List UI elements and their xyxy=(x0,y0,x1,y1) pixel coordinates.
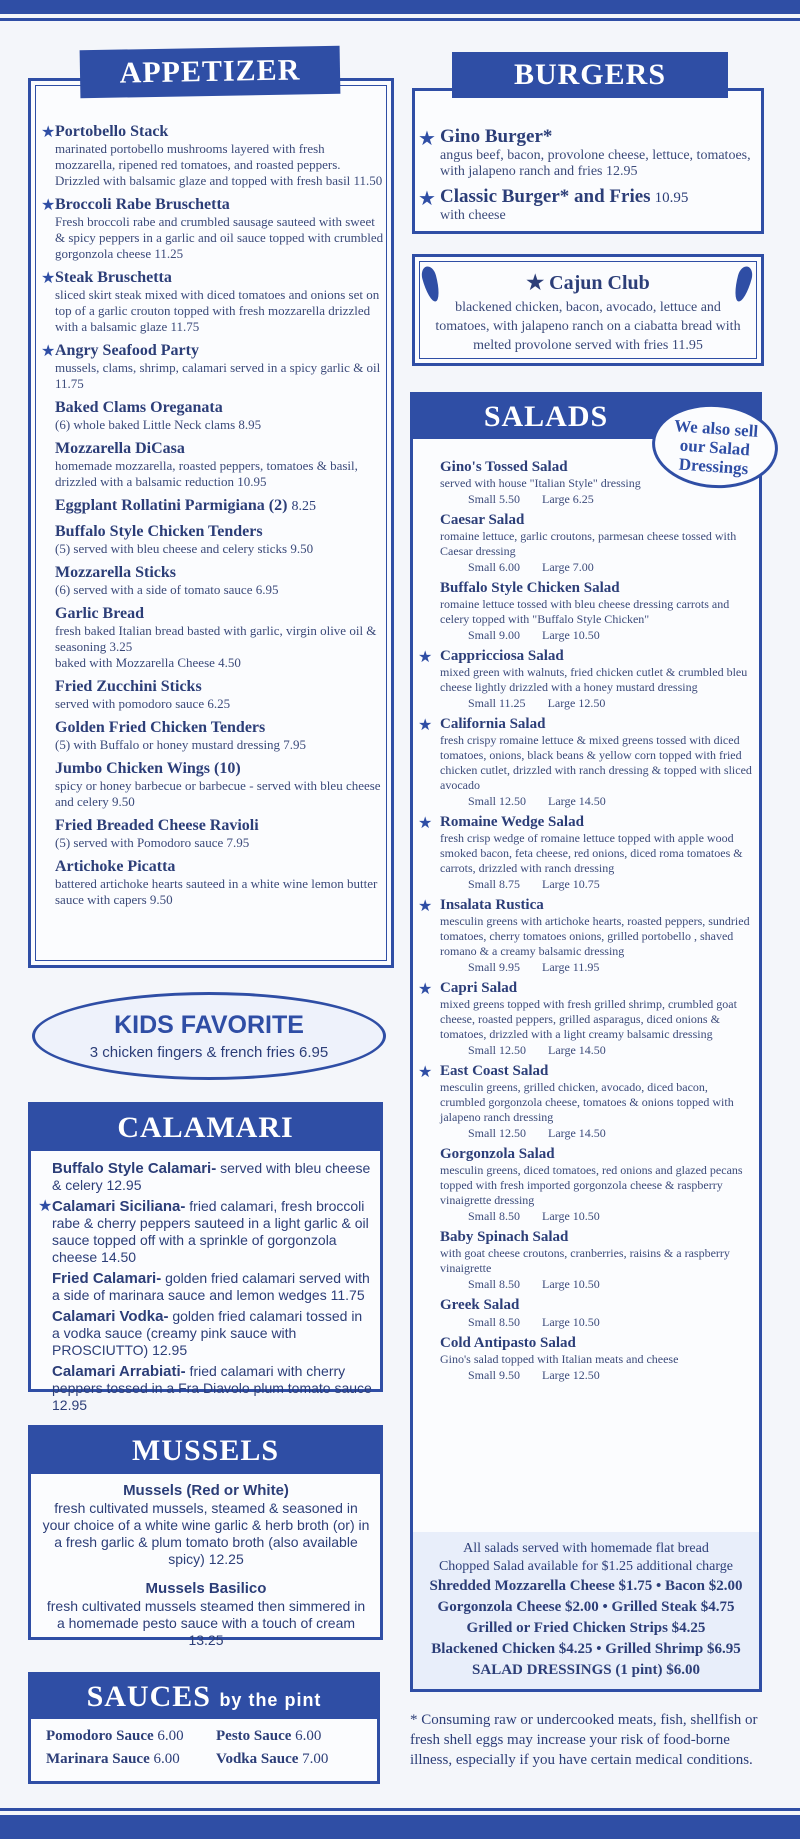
appetizer-item-name: Golden Fried Chicken Tenders xyxy=(55,719,266,736)
cajun-club-desc: blackened chicken, bacon, avocado, lettuce and tomatoes, with jalapeno ranch on a ciabatta bread with melted provolone served with fries 11.95 xyxy=(435,300,741,353)
appetizer-item-desc: (5) served with Pomodoro sauce 7.95 xyxy=(55,835,250,850)
salad-item-name: Gino's Tossed Salad xyxy=(440,459,568,475)
salad-large-price: Large 10.50 xyxy=(542,1277,600,1291)
mussels-list xyxy=(42,1482,370,1661)
appetizer-item-price: 8.25 xyxy=(291,499,316,514)
sauce-item xyxy=(216,1728,366,1745)
salad-item-sizes xyxy=(440,1276,752,1292)
burger-item-desc: angus beef, bacon, provolone cheese, lettuce, tomatoes, with jalapeno ranch and fries 12.95 xyxy=(440,148,751,179)
salad-small-price: Small 8.75 xyxy=(468,877,521,891)
mussels-item xyxy=(42,1580,370,1649)
appetizer-item-desc: spicy or honey barbecue or barbecue - served with bleu cheese and celery 9.50 xyxy=(55,778,381,809)
sauce-item-name: Pomodoro Sauce xyxy=(46,1728,154,1744)
salad-small-price: Small 8.50 xyxy=(468,1277,521,1291)
sauce-item xyxy=(46,1728,216,1745)
salad-item-sizes xyxy=(440,1314,752,1330)
appetizer-item xyxy=(41,195,385,262)
salad-large-price: Large 11.95 xyxy=(542,960,600,974)
appetizer-item-desc: mussels, clams, shrimp, calamari served in a spicy garlic & oil 11.75 xyxy=(55,360,381,391)
star-icon: ★ xyxy=(418,815,433,832)
calamari-item-name: Calamari Siciliana- xyxy=(52,1198,186,1215)
calamari-item-name: Calamari Vodka- xyxy=(52,1308,169,1325)
salad-item-sizes xyxy=(440,1125,752,1141)
salad-item-name: Baby Spinach Salad xyxy=(440,1229,569,1245)
burgers-banner xyxy=(452,52,728,98)
star-icon: ★ xyxy=(41,343,56,360)
salad-item xyxy=(440,1334,752,1383)
burgers-title: BURGERS xyxy=(513,58,667,91)
salad-small-price: Small 11.25 xyxy=(468,696,526,710)
appetizer-item xyxy=(55,718,385,753)
burgers-list xyxy=(418,126,755,230)
salad-item-name: Insalata Rustica xyxy=(440,897,544,913)
salad-item-desc: with goat cheese croutons, cranberries, raisins & a raspberry vinaigrette xyxy=(440,1246,730,1275)
calamari-item-name: Fried Calamari- xyxy=(52,1270,162,1287)
salad-item xyxy=(440,579,752,643)
mussels-title: MUSSELS xyxy=(131,1434,280,1467)
salads-title: SALADS xyxy=(483,400,609,433)
salad-item-sizes xyxy=(440,876,752,892)
star-icon: ★ xyxy=(41,270,56,287)
mussels-item xyxy=(42,1482,370,1568)
salad-item-desc: mixed green with walnuts, fried chicken cutlet & crumbled bleu cheese lightly drizzled with a honey mustard dressing xyxy=(440,665,748,694)
appetizer-item-desc: Fresh broccoli rabe and crumbled sausage sauteed with sweet & spicy peppers in a garlic and oil sauce topped with crumbled gorgonzola cheese 11.25 xyxy=(55,214,384,261)
salad-item-name: Greek Salad xyxy=(440,1297,520,1313)
kids-favorite-desc: 3 chicken fingers & french fries 6.95 xyxy=(89,1044,329,1061)
salad-large-price: Large 10.50 xyxy=(542,1209,600,1223)
food-safety-disclaimer: * Consuming raw or undercooked meats, fish, shellfish or fresh shell eggs may increase your risk of food-borne illness, especially if you have certain medical conditions. xyxy=(410,1712,758,1768)
sauces-banner xyxy=(31,1675,377,1719)
salad-item-desc: fresh crispy romaine lettuce & mixed greens tossed with diced tomatoes, onions, black beans & yellow corn topped with fried chicken cutlet, drizzled with ranch dressing & topped with sliced avocado xyxy=(440,733,752,792)
salad-item-desc: romaine lettuce, garlic croutons, parmesan cheese tossed with Caesar dressing xyxy=(440,529,737,558)
salad-item-sizes xyxy=(440,1208,752,1224)
salad-small-price: Small 9.00 xyxy=(468,628,521,642)
salads-footer-line2: Chopped Salad available for $1.25 additional charge xyxy=(438,1559,734,1574)
salad-item-name: Capri Salad xyxy=(440,980,518,996)
sauce-item-name: Marinara Sauce xyxy=(46,1751,150,1767)
salad-item-sizes xyxy=(440,695,752,711)
calamari-item xyxy=(52,1308,372,1359)
salad-item-desc: romaine lettuce tossed with bleu cheese dressing carrots and celery topped with "Buffalo Style Chicken" xyxy=(440,597,730,626)
salad-item xyxy=(440,511,752,575)
appetizer-item-name: Baked Clams Oreganata xyxy=(55,399,223,416)
salads-footer-line6: Blackened Chicken $4.25 • Grilled Shrimp $6.95 xyxy=(431,1641,741,1657)
appetizer-item xyxy=(55,857,385,908)
appetizer-item-name: Artichoke Picatta xyxy=(55,858,176,875)
salad-item-sizes xyxy=(440,627,752,643)
star-icon: ★ xyxy=(418,981,433,998)
star-icon: ★ xyxy=(418,649,433,666)
salad-small-price: Small 9.95 xyxy=(468,960,521,974)
salad-item-name: Buffalo Style Chicken Salad xyxy=(440,580,620,596)
salad-small-price: Small 8.50 xyxy=(468,1315,521,1329)
calamari-item xyxy=(52,1270,372,1304)
appetizer-item-desc: marinated portobello mushrooms layered with fresh mozzarella, ripened red tomatoes, and roasted peppers. Drizzled with balsamic glaze and topped with fresh basil 11.50 xyxy=(55,141,383,188)
star-icon: ★ xyxy=(418,898,433,915)
appetizer-item-name: Broccoli Rabe Bruschetta xyxy=(55,196,230,213)
salad-large-price: Large 12.50 xyxy=(547,696,606,710)
calamari-item-desc: fried calamari, fresh broccoli rabe & cherry peppers sauteed in a light garlic & oil sauce topped off with a sprinkle of gorgonzola cheese 14.50 xyxy=(52,1198,369,1265)
salad-item-name: Caesar Salad xyxy=(440,512,525,528)
salad-item-name: East Coast Salad xyxy=(440,1063,549,1079)
appetizer-item-desc: served with pomodoro sauce 6.25 xyxy=(55,696,231,711)
salad-item xyxy=(418,979,752,1058)
star-icon: ★ xyxy=(418,128,436,150)
appetizer-item xyxy=(55,439,385,490)
salad-item-sizes xyxy=(440,793,752,809)
salad-item xyxy=(418,647,752,711)
sauces-title: SAUCES xyxy=(86,1680,211,1713)
burger-item xyxy=(418,186,755,224)
salad-small-price: Small 5.50 xyxy=(468,492,521,506)
appetizer-item-desc: (5) with Buffalo or honey mustard dressing 7.95 xyxy=(55,737,307,752)
appetizer-item-name: Garlic Bread xyxy=(55,605,145,622)
salad-item xyxy=(418,715,752,809)
salad-large-price: Large 10.50 xyxy=(542,1315,600,1329)
salad-large-price: Large 14.50 xyxy=(548,1126,606,1140)
salad-item-sizes xyxy=(440,959,752,975)
calamari-item-desc: golden fried calamari tossed in a vodka sauce (creamy pink sauce with PROSCIUTTO) 12.95 xyxy=(52,1308,363,1358)
appetizer-item xyxy=(55,398,385,433)
sauce-item-name: Pesto Sauce xyxy=(216,1728,292,1744)
salad-small-price: Small 9.50 xyxy=(468,1368,521,1382)
mussels-item-name: Mussels (Red or White) xyxy=(123,1482,289,1499)
salads-list xyxy=(418,458,752,1387)
top-border-line xyxy=(0,18,800,21)
appetizer-item-desc: homemade mozzarella, roasted peppers, tomatoes & basil, drizzled with a balsamic reduction 10.95 xyxy=(55,458,358,489)
appetizer-item-desc: sliced skirt steak mixed with diced tomatoes and onions set on top of a garlic crouton topped with fresh mozzarella drizzled with a balsamic glaze 11.75 xyxy=(55,287,380,334)
salads-footer-line3: Shredded Mozzarella Cheese $1.75 • Bacon $2.00 xyxy=(429,1578,743,1594)
appetizer-item-desc: fresh baked Italian bread basted with garlic, virgin olive oil & seasoning 3.25 baked with Mozzarella Cheese 4.50 xyxy=(55,623,377,670)
appetizer-item-name: Eggplant Rollatini Parmigiana (2) xyxy=(55,497,288,514)
appetizer-item-name: Fried Zucchini Sticks xyxy=(55,678,202,695)
sauce-item xyxy=(216,1751,366,1768)
burger-item xyxy=(418,126,755,180)
salad-item-desc: mesculin greens, diced tomatoes, red onions and glazed pecans topped with fresh imported gorgonzola cheese & raspberry vinaigrette dressing xyxy=(440,1163,743,1207)
salad-item-desc: mixed greens topped with fresh grilled shrimp, crumbled goat cheese, roasted peppers, grilled asparagus, diced onions & tomatoes, drizzled with a light creamy balsamic dressing xyxy=(440,997,737,1041)
sauce-item-price: 7.00 xyxy=(302,1751,329,1767)
salad-item xyxy=(440,1296,752,1330)
calamari-banner xyxy=(31,1105,380,1151)
appetizer-item-name: Jumbo Chicken Wings (10) xyxy=(55,760,241,777)
salad-item-sizes xyxy=(440,559,752,575)
salad-large-price: Large 6.25 xyxy=(542,492,594,506)
salad-small-price: Small 12.50 xyxy=(468,1043,527,1057)
salad-item-name: Gorgonzola Salad xyxy=(440,1146,555,1162)
calamari-item xyxy=(52,1363,372,1414)
sauce-item-price: 6.00 xyxy=(157,1728,184,1744)
burger-item-desc: with cheese xyxy=(440,208,506,223)
calamari-item-desc: served with bleu cheese & celery 12.95 xyxy=(52,1160,371,1193)
appetizer-item-name: Portobello Stack xyxy=(55,123,169,140)
salad-item-name: California Salad xyxy=(440,716,546,732)
appetizer-item-desc: (6) whole baked Little Neck clams 8.95 xyxy=(55,417,262,432)
salad-large-price: Large 12.50 xyxy=(542,1368,600,1382)
bottom-border-bar xyxy=(0,1815,800,1839)
appetizer-item-desc: battered artichoke hearts sauteed in a white wine lemon butter sauce with capers 9.50 xyxy=(55,876,378,907)
salads-footer-line5: Grilled or Fried Chicken Strips $4.25 xyxy=(466,1620,706,1636)
salad-item-name: Cappricciosa Salad xyxy=(440,648,564,664)
calamari-item xyxy=(38,1198,372,1266)
appetizer-item-desc: (6) served with a side of tomato sauce 6.95 xyxy=(55,582,279,597)
sauce-item-price: 6.00 xyxy=(295,1728,322,1744)
salad-item-name: Romaine Wedge Salad xyxy=(440,814,584,830)
sauce-item xyxy=(46,1751,216,1768)
mussels-item-desc: fresh cultivated mussels steamed then simmered in a homemade pesto sauce with a touch of cream 13.25 xyxy=(46,1598,366,1648)
appetizer-item-name: Steak Bruschetta xyxy=(55,269,172,286)
appetizer-item xyxy=(55,604,385,671)
appetizer-item-name: Buffalo Style Chicken Tenders xyxy=(55,523,263,540)
kids-favorite-oval xyxy=(32,992,386,1080)
calamari-item-desc: fried calamari with cherry peppers tossed in a Fra Diavolo plum tomato sauce 12.95 xyxy=(52,1363,372,1413)
calamari-item-name: Buffalo Style Calamari- xyxy=(52,1160,217,1177)
appetizer-list xyxy=(41,122,385,914)
burger-item-price: 10.95 xyxy=(654,190,689,206)
salad-item-sizes xyxy=(440,491,752,507)
mussels-banner xyxy=(31,1428,380,1474)
sauce-item-name: Vodka Sauce xyxy=(216,1751,299,1767)
appetizer-item-name: Angry Seafood Party xyxy=(55,342,199,359)
salad-small-price: Small 12.50 xyxy=(468,1126,527,1140)
salad-large-price: Large 10.50 xyxy=(542,628,600,642)
calamari-title: CALAMARI xyxy=(117,1111,294,1144)
appetizer-title: APPETIZER xyxy=(119,53,301,90)
appetizer-item xyxy=(41,122,385,189)
salad-item xyxy=(418,896,752,975)
calamari-item xyxy=(52,1160,372,1194)
appetizer-item-name: Fried Breaded Cheese Ravioli xyxy=(55,817,259,834)
salad-item-name: Cold Antipasto Salad xyxy=(440,1335,576,1351)
appetizer-item xyxy=(55,759,385,810)
salad-dressings-badge-text: We also sell our Salad Dressings xyxy=(673,416,759,479)
kids-favorite-title: KIDS FAVORITE xyxy=(114,1011,304,1039)
salads-footer-line4: Gorgonzola Cheese $2.00 • Grilled Steak $4.75 xyxy=(437,1599,735,1615)
star-icon: ★ xyxy=(38,1198,53,1215)
appetizer-item xyxy=(55,496,385,516)
salad-item xyxy=(440,1145,752,1224)
sauces-subtitle: by the pint xyxy=(219,1690,322,1710)
salad-item-sizes xyxy=(440,1042,752,1058)
mussels-item-desc: fresh cultivated mussels, steamed & seasoned in your choice of a white wine garlic & herb broth (or) in a fresh garlic & plum tomato broth (also available spicy) 12.25 xyxy=(42,1500,370,1567)
star-icon: ★ xyxy=(41,124,56,141)
salad-small-price: Small 6.00 xyxy=(468,560,521,574)
appetizer-item xyxy=(55,677,385,712)
salads-footer-line1: All salads served with homemade flat bread xyxy=(463,1541,709,1556)
salad-large-price: Large 14.50 xyxy=(548,794,606,808)
star-icon: ★ xyxy=(418,1064,433,1081)
salad-small-price: Small 12.50 xyxy=(468,794,527,808)
sauce-item-price: 6.00 xyxy=(153,1751,180,1767)
appetizer-banner xyxy=(80,46,341,99)
salad-item-desc: fresh crisp wedge of romaine lettuce topped with apple wood smoked bacon, feta cheese, red onions, diced roma tomatoes & carrots, drizzled with ranch dressing xyxy=(440,831,743,875)
calamari-item-desc: golden fried calamari served with a side of marinara sauce and lemon wedges 11.75 xyxy=(52,1270,370,1303)
appetizer-item xyxy=(55,522,385,557)
calamari-item-name: Calamari Arrabiati- xyxy=(52,1363,186,1380)
salad-small-price: Small 8.50 xyxy=(468,1209,521,1223)
salad-item xyxy=(418,813,752,892)
top-border-bar xyxy=(0,0,800,14)
cajun-club-title: ★ Cajun Club xyxy=(526,272,650,294)
appetizer-item xyxy=(55,816,385,851)
appetizer-item-name: Mozzarella Sticks xyxy=(55,564,177,581)
salad-item xyxy=(440,1228,752,1292)
star-icon: ★ xyxy=(41,197,56,214)
salad-item-sizes xyxy=(440,1367,752,1383)
mussels-item-name: Mussels Basilico xyxy=(145,1580,267,1597)
salad-large-price: Large 7.00 xyxy=(542,560,594,574)
burger-item-name: Classic Burger* and Fries xyxy=(440,186,651,207)
burger-item-name: Gino Burger* xyxy=(440,126,553,147)
calamari-list xyxy=(38,1160,372,1418)
appetizer-item-desc: (5) served with bleu cheese and celery sticks 9.50 xyxy=(55,541,314,556)
salad-item-desc: served with house "Italian Style" dressing xyxy=(440,476,641,490)
salad-item-desc: mesculin greens with artichoke hearts, roasted peppers, sundried tomatoes, cherry tomatoes onions, grilled portobello , shaved romano & a creamy balsamic dressing xyxy=(440,914,750,958)
salad-large-price: Large 10.75 xyxy=(542,877,600,891)
bottom-border-line xyxy=(0,1808,800,1811)
appetizer-item xyxy=(41,268,385,335)
salad-item xyxy=(440,458,752,507)
cajun-club-name: Cajun Club xyxy=(549,272,650,294)
star-icon: ★ xyxy=(418,717,433,734)
salads-footer-line7: SALAD DRESSINGS (1 pint) $6.00 xyxy=(472,1662,700,1678)
sauces-list xyxy=(46,1728,366,1768)
star-icon: ★ xyxy=(418,188,436,210)
salads-footer xyxy=(413,1532,759,1689)
appetizer-item-name: Mozzarella DiCasa xyxy=(55,440,185,457)
salad-large-price: Large 14.50 xyxy=(548,1043,606,1057)
appetizer-item xyxy=(55,563,385,598)
salad-item-desc: Gino's salad topped with Italian meats and cheese xyxy=(440,1352,679,1366)
appetizer-item xyxy=(41,341,385,392)
salad-item xyxy=(418,1062,752,1141)
salad-item-desc: mesculin greens, grilled chicken, avocado, diced bacon, crumbled gorgonzola cheese, tomatoes & onions topped with jalapeno ranch dressing xyxy=(440,1080,734,1124)
